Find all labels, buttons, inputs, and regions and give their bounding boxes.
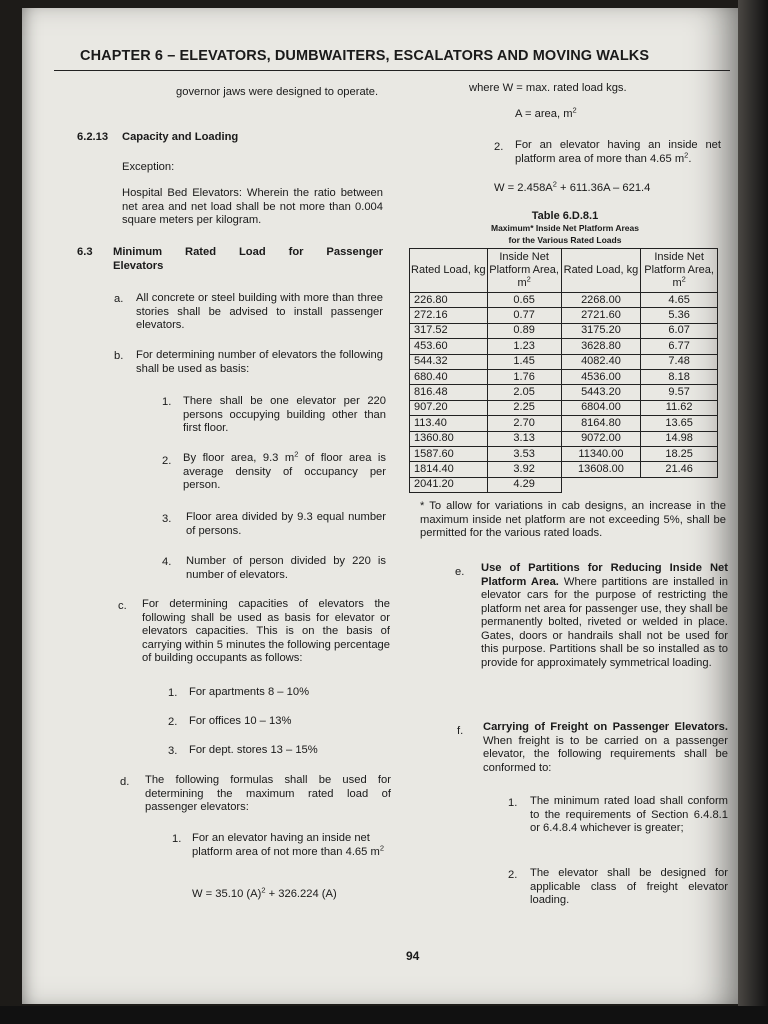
table-row — [410, 400, 718, 415]
col-platform-area-2: Inside Net Platform Area, $m^2$ — [641, 249, 718, 293]
item-c1-text: For apartments 8 – 10% — [189, 686, 310, 698]
where-w: where W = max. rated load kgs. — [469, 82, 627, 94]
item-e-label: e. — [455, 566, 465, 578]
item-f2-number: 2. — [508, 869, 518, 881]
item-b-text: For determining number of elevators the following shall be used as basis: — [136, 349, 383, 375]
table-cell: 1814.40 — [410, 462, 488, 477]
table-cell: 11340.00 — [561, 446, 641, 461]
table-cell: 11.62 — [641, 400, 718, 415]
item-d-text: The following formulas shall be used for determining the maximum rated load of passenger elevators: — [145, 774, 391, 813]
hospital-bed-text: Hospital Bed Elevators: Wherein the ratio between net area and net load shall be not more than 0.004 square meters per kilogram. — [122, 187, 383, 226]
table-row — [410, 354, 718, 369]
table-cell: 4536.00 — [561, 369, 641, 384]
table-cell — [561, 477, 641, 492]
item-b2-text: By floor area, 9.3 $m^2$ of floor area is average density of occupancy per person. — [183, 449, 387, 491]
table-cell: 4082.40 — [561, 354, 641, 369]
table-cell: 14.98 — [641, 431, 718, 446]
item-c3-text: For dept. stores 13 – 15% — [189, 744, 318, 756]
table-cell: 907.20 — [410, 400, 488, 415]
table-cell: 9.57 — [641, 385, 718, 400]
table-cell: 2721.60 — [561, 308, 641, 323]
item-f-label: f. — [457, 725, 464, 737]
table-cell: 3628.80 — [561, 339, 641, 354]
table-subtitle-2: for the Various Rated Loads — [508, 235, 622, 245]
chapter-header: CHAPTER 6 – ELEVATORS, DUMBWAITERS, ESCALATORS AND MOVING WALKS — [80, 48, 650, 64]
table-row — [410, 385, 718, 400]
book-bottom-edge — [0, 1006, 768, 1024]
item-a-label: a. — [114, 293, 124, 305]
table-subtitle-1: Maximum* Inside Net Platform Areas — [490, 223, 639, 233]
table-row — [410, 462, 718, 477]
section-6213-number: 6.2.13 — [77, 131, 109, 143]
table-header-row — [410, 249, 718, 293]
table-cell: 6.77 — [641, 339, 718, 354]
rated-load-table — [409, 248, 718, 493]
table-cell: 3175.20 — [561, 323, 641, 338]
item-c1-number: 1. — [168, 687, 178, 699]
table-cell: 5.36 — [641, 308, 718, 323]
table-cell: 1.76 — [487, 369, 561, 384]
table-cell: 6.07 — [641, 323, 718, 338]
page-number: 94 — [406, 949, 420, 963]
col-platform-area-1: Inside Net Platform Area, $m^2$ — [487, 249, 561, 293]
table-title: Table 6.D.8.1 — [531, 210, 599, 222]
item-b1-number: 1. — [162, 396, 172, 408]
item-b3-text: Floor area divided by 9.3 equal number of persons. — [186, 511, 386, 537]
table-cell: 13.65 — [641, 416, 718, 431]
table-cell: 2041.20 — [410, 477, 488, 492]
table-cell: 1.23 — [487, 339, 561, 354]
table-cell: 3.53 — [487, 446, 561, 461]
table-cell: 0.89 — [487, 323, 561, 338]
item-d1-number: 1. — [172, 833, 182, 845]
exception-label: Exception: — [122, 161, 175, 173]
table-cell: 3.92 — [487, 462, 561, 477]
intro-text: governor jaws were designed to operate. — [176, 86, 379, 98]
table-cell: 5443.20 — [561, 385, 641, 400]
table-row — [410, 369, 718, 384]
table-cell: 1587.60 — [410, 446, 488, 461]
table-cell: 6804.00 — [561, 400, 641, 415]
section-63-number: 6.3 — [77, 246, 93, 258]
table-cell: 4.65 — [641, 293, 718, 308]
table-cell: 3.13 — [487, 431, 561, 446]
table-cell: 8.18 — [641, 369, 718, 384]
table-cell: 8164.80 — [561, 416, 641, 431]
col-rated-load-2: Rated Load, kg — [561, 249, 641, 293]
item-f1-text: The minimum rated load shall conform to the requirements of Section 6.4.8.1 or 6.4.8.4 whichever is greater; — [530, 795, 728, 834]
table-row — [410, 416, 718, 431]
table-row — [410, 293, 718, 308]
item-c-text: For determining capacities of elevators the following shall be used as basis for elevator or elevators capacities. This is on the basis of carrying within 5 minutes the following percentage of building occupants as follows: — [142, 598, 390, 664]
item-c2-number: 2. — [168, 716, 178, 728]
item-d-label: d. — [120, 776, 130, 788]
table-cell: 453.60 — [410, 339, 488, 354]
where-a: A = area, $m^2$ — [515, 105, 577, 120]
table-cell: 1360.80 — [410, 431, 488, 446]
col-rated-load-1: Rated Load, kg — [410, 249, 488, 293]
table-cell: 272.16 — [410, 308, 488, 323]
item-b-label: b. — [114, 350, 124, 362]
table-row — [410, 323, 718, 338]
item-c3-number: 3. — [168, 745, 178, 757]
table-cell: 0.65 — [487, 293, 561, 308]
item-b2-number: 2. — [162, 455, 172, 467]
item-c2-text: For offices 10 – 13% — [189, 715, 292, 727]
item-b3-number: 3. — [162, 513, 172, 525]
table-cell: 317.52 — [410, 323, 488, 338]
table-row — [410, 477, 718, 492]
item-f1-number: 1. — [508, 797, 518, 809]
book-edge — [738, 0, 768, 1024]
table-cell: 18.25 — [641, 446, 718, 461]
table-cell: 2.70 — [487, 416, 561, 431]
table-cell: 2.05 — [487, 385, 561, 400]
table-cell: 680.40 — [410, 369, 488, 384]
header-rule — [54, 70, 730, 71]
table-cell: 544.32 — [410, 354, 488, 369]
item-d2-number: 2. — [494, 141, 504, 153]
table-cell: 0.77 — [487, 308, 561, 323]
item-f2-text: The elevator shall be designed for applicable class of freight elevator loading. — [530, 867, 728, 906]
table-cell: 816.48 — [410, 385, 488, 400]
section-6213-title: Capacity and Loading — [122, 131, 239, 143]
table-cell: 226.80 — [410, 293, 488, 308]
section-63-title: Minimum Rated Load for Passenger Elevators — [113, 246, 383, 272]
table-cell: 7.48 — [641, 354, 718, 369]
item-e-text: Use of Partitions for Reducing Inside Net Platform Area. Where partitions are installed in elevator cars for the purpose of restricting the platform net area for passenger use, they shall be permanently bolted, riveted or welded in place. Gates, doors or handrails shall not be used for this purpose. Partitions shall be so installed as to provide for approximately symmetrical loading. — [481, 562, 729, 669]
table-row — [410, 446, 718, 461]
table-cell: 4.29 — [487, 477, 561, 492]
table-footnote: * To allow for variations in cab designs, an increase in the maximum inside net platform are not exceeding 5%, shall be permitted for the various rated loads. — [420, 500, 726, 539]
item-b4-text: Number of person divided by 220 is number of elevators. — [186, 555, 386, 581]
item-d1-text: For an elevator having an inside net platform area of not more than 4.65 $m^2$ — [192, 832, 384, 858]
table-row — [410, 308, 718, 323]
table-row — [410, 431, 718, 446]
item-b1-text: There shall be one elevator per 220 persons occupying building other than first floor. — [183, 395, 386, 434]
table-cell — [641, 477, 718, 492]
table-cell: 2.25 — [487, 400, 561, 415]
item-c-label: c. — [118, 600, 127, 612]
item-f-text: Carrying of Freight on Passenger Elevators. When freight is to be carried on a passenger elevator, the following requirements shall be conformed to: — [483, 721, 728, 774]
item-b4-number: 4. — [162, 556, 172, 568]
formula-2: $W = 2.458A^2 + 611.36A - 621.4$ — [494, 179, 651, 194]
table-row — [410, 339, 718, 354]
formula-1: W = 35.10 $(A)^2 + 326.224$ (A) — [192, 885, 337, 900]
table-cell: 2268.00 — [561, 293, 641, 308]
table-cell: 1.45 — [487, 354, 561, 369]
table-cell: 113.40 — [410, 416, 488, 431]
table-cell: 9072.00 — [561, 431, 641, 446]
table-cell: 13608.00 — [561, 462, 641, 477]
table-cell: 21.46 — [641, 462, 718, 477]
item-d2-text: For an elevator having an inside net platform area of more than 4.65 $m^2$. — [515, 139, 721, 165]
item-a-text: All concrete or steel building with more than three stories shall be advised to install passenger elevators. — [136, 292, 383, 331]
